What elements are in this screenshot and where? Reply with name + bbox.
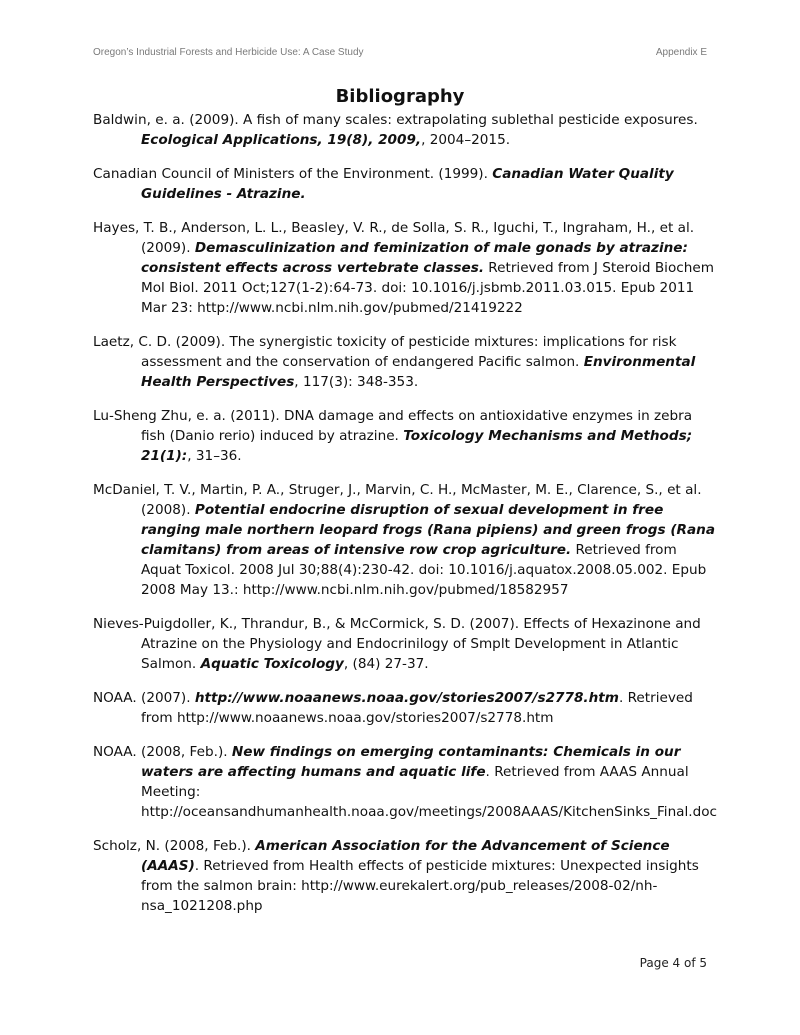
reference-entry	[93, 614, 719, 674]
reference-source: Environmental Health Perspectives	[141, 354, 696, 390]
reference-text: Hayes, T. B., Anderson, L. L., Beasley, V. R., de Solla, S. R., Iguchi, T., Ingraham, H., et al. (2009).	[93, 220, 695, 256]
reference-source: http://www.noaanews.noaa.gov/stories2007/s2778.htm	[194, 690, 619, 706]
reference-source: Toxicology Mechanisms and Methods; 21(1):	[141, 428, 693, 464]
reference-entry	[93, 164, 719, 204]
reference-text: Baldwin, e. a. (2009). A fish of many scales: extrapolating sublethal pesticide exposures.	[93, 112, 698, 128]
header-document-title: Oregon’s Industrial Forests and Herbicide Use: A Case Study	[93, 47, 364, 58]
reference-entry	[93, 110, 719, 150]
reference-text: NOAA. (2007).	[93, 690, 195, 706]
reference-text: Retrieved from Aquat Toxicol. 2008 Jul 30;88(4):230-42. doi: 10.1016/j.aquatox.2008.05.002. Epub 2008 May 13.: http://www.ncbi.nlm.nih.gov/pubmed/18582957	[141, 542, 707, 598]
page-number: Page 4 of 5	[639, 956, 707, 970]
reference-entry	[93, 406, 719, 466]
reference-entry	[93, 332, 719, 392]
reference-text: , 117(3): 348-353.	[294, 374, 419, 390]
reference-source: New findings on emerging contaminants: Chemicals in our waters are affecting humans and aquatic life	[141, 744, 681, 780]
reference-list	[93, 110, 719, 930]
reference-entry	[93, 218, 719, 318]
reference-text: , 31–36.	[187, 448, 242, 464]
reference-entry	[93, 688, 719, 728]
reference-text: Lu-Sheng Zhu, e. a. (2011). DNA damage and effects on antioxidative enzymes in zebra fish (Danio rerio) induced by atrazine.	[93, 408, 693, 444]
reference-text: , (84) 27-37.	[343, 656, 429, 672]
reference-text: . Retrieved from Health effects of pesticide mixtures: Unexpected insights from the salmon brain: http://www.eurekalert.org/pub_releases/2008-02/nh-nsa_1021208.php	[141, 858, 699, 914]
reference-source: Demasculinization and feminization of male gonads by atrazine: consistent effects across vertebrate classes.	[141, 240, 688, 276]
reference-text: . Retrieved from http://www.noaanews.noaa.gov/stories2007/s2778.htm	[141, 690, 693, 726]
reference-text: . Retrieved from AAAS Annual Meeting: http://oceansandhumanhealth.noaa.gov/meetings/2008AAAS/KitchenSinks_Final.doc	[141, 764, 718, 820]
reference-source: Potential endocrine disruption of sexual development in free ranging male northern leopard frogs (Rana pipiens) and green frogs (Rana clamitans) from areas of intensive row crop agriculture.	[141, 502, 716, 558]
reference-text: Canadian Council of Ministers of the Environment. (1999).	[93, 166, 493, 182]
reference-source: Aquatic Toxicology	[200, 656, 344, 672]
reference-text: Laetz, C. D. (2009). The synergistic toxicity of pesticide mixtures: implications for risk assessment and the conservation of endangered Pacific salmon.	[93, 334, 677, 370]
reference-text: Nieves-Puigdoller, K., Thrandur, B., & McCormick, S. D. (2007). Effects of Hexazinone and Atrazine on the Physiology and Endocrinilogy of Smplt Development in Atlantic Salmon.	[93, 616, 701, 672]
reference-text: Scholz, N. (2008, Feb.).	[93, 838, 256, 854]
reference-text: McDaniel, T. V., Martin, P. A., Struger, J., Marvin, C. H., McMaster, M. E., Clarence, S., et al. (2008).	[93, 482, 702, 518]
page-title: Bibliography	[335, 86, 465, 107]
reference-text: Retrieved from J Steroid Biochem Mol Biol. 2011 Oct;127(1-2):64-73. doi: 10.1016/j.jsbmb.2011.03.015. Epub 2011 Mar 23: http://www.ncbi.nlm.nih.gov/pubmed/21419222	[141, 260, 714, 316]
reference-source: Canadian Water Quality Guidelines - Atrazine.	[141, 166, 674, 202]
reference-entry	[93, 836, 719, 916]
reference-text: NOAA. (2008, Feb.).	[93, 744, 232, 760]
reference-source: Ecological Applications, 19(8), 2009,	[141, 132, 422, 148]
reference-entry	[93, 742, 719, 822]
header-appendix-label: Appendix E	[655, 47, 707, 58]
reference-entry	[93, 480, 719, 600]
page-header	[93, 47, 707, 63]
reference-text: , 2004–2015.	[421, 132, 511, 148]
reference-source: American Association for the Advancement of Science (AAAS)	[141, 838, 670, 874]
